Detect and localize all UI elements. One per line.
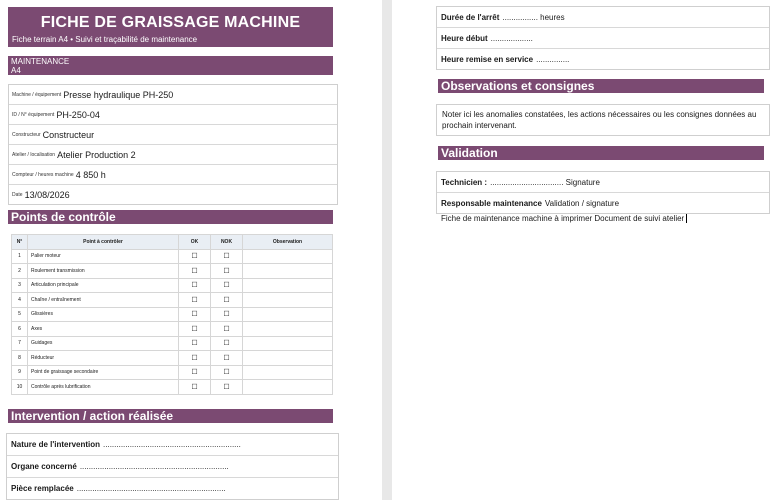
- info-row-id[interactable]: [9, 105, 337, 125]
- info-label: Constructeur: [12, 131, 41, 138]
- department-banner: [8, 56, 333, 75]
- intervention-fields: [6, 433, 339, 500]
- info-label: Machine / équipement: [12, 91, 62, 98]
- title-banner: [8, 7, 333, 47]
- row-number: 6: [12, 322, 28, 337]
- field-heure-debut[interactable]: [437, 28, 769, 49]
- section-intervention: Intervention / action réalisée: [8, 409, 333, 423]
- table-row: [12, 278, 333, 293]
- nok-checkbox[interactable]: ☐: [211, 365, 243, 380]
- format-label: A4: [11, 66, 21, 75]
- table-row: [12, 293, 333, 308]
- row-number: 2: [12, 264, 28, 279]
- field-label: Pièce remplacée: [11, 484, 74, 493]
- field-duree[interactable]: [437, 7, 769, 28]
- row-number: 8: [12, 351, 28, 366]
- table-row: [12, 307, 333, 322]
- col-header-observation: Observation: [243, 235, 333, 250]
- observations-text: Noter ici les anomalies constatées, les actions nécessaires ou les consignes données au prochain intervenant.: [442, 110, 757, 130]
- row-point: Roulement transmission: [28, 264, 179, 279]
- info-value: Atelier Production 2: [57, 149, 136, 160]
- field-value: ................................. Signature: [490, 177, 600, 187]
- col-header-nok: NOK: [211, 235, 243, 250]
- table-row: [12, 336, 333, 351]
- row-number: 9: [12, 365, 28, 380]
- field-label: Responsable maintenance: [441, 198, 542, 208]
- field-technicien[interactable]: [437, 172, 769, 193]
- footer-text: Fiche de maintenance machine à imprimer Document de suivi atelier: [441, 214, 685, 223]
- col-header-num: N°: [12, 235, 28, 250]
- table-header-row: [12, 235, 333, 250]
- field-label: Heure début: [441, 33, 488, 43]
- section-checkpoints: Points de contrôle: [8, 210, 333, 224]
- info-value: 13/08/2026: [24, 189, 70, 200]
- ok-checkbox[interactable]: ☐: [179, 307, 211, 322]
- field-value: ...................: [490, 33, 533, 43]
- field-piece[interactable]: [7, 478, 338, 499]
- row-point: Contrôle après lubrification: [28, 380, 179, 395]
- row-point: Articulation principale: [28, 278, 179, 293]
- row-point: Axes: [28, 322, 179, 337]
- page-left: [0, 0, 382, 500]
- section-validation: Validation: [438, 146, 764, 160]
- table-row: [12, 380, 333, 395]
- checkpoints-table: [11, 234, 333, 395]
- nok-checkbox[interactable]: ☐: [211, 249, 243, 264]
- row-point: Point de graissage secondaire: [28, 365, 179, 380]
- observation-cell[interactable]: [243, 380, 333, 395]
- info-value: 4 850 h: [75, 169, 106, 180]
- row-number: 1: [12, 249, 28, 264]
- table-row: [12, 264, 333, 279]
- observations-box[interactable]: [436, 104, 770, 136]
- info-label: Compteur / heures machine: [12, 171, 74, 178]
- field-label: Durée de l'arrêt: [441, 12, 500, 22]
- field-value: Validation / signature: [544, 198, 620, 208]
- observation-cell[interactable]: [243, 278, 333, 293]
- field-responsable[interactable]: [437, 193, 769, 213]
- row-point: Chaîne / entraînement: [28, 293, 179, 308]
- nok-checkbox[interactable]: ☐: [211, 380, 243, 395]
- info-row-date[interactable]: [9, 185, 337, 204]
- nok-checkbox[interactable]: ☐: [211, 264, 243, 279]
- observation-cell[interactable]: [243, 249, 333, 264]
- section-observations: Observations et consignes: [438, 79, 764, 93]
- nok-checkbox[interactable]: ☐: [211, 336, 243, 351]
- department-label: MAINTENANCE: [11, 57, 70, 66]
- row-number: 4: [12, 293, 28, 308]
- observation-cell[interactable]: [243, 365, 333, 380]
- nok-checkbox[interactable]: ☐: [211, 322, 243, 337]
- field-label: Technicien :: [441, 177, 488, 187]
- field-label: Heure remise en service: [441, 54, 534, 64]
- observation-cell[interactable]: [243, 264, 333, 279]
- field-nature[interactable]: [7, 434, 338, 456]
- ok-checkbox[interactable]: ☐: [179, 351, 211, 366]
- nok-checkbox[interactable]: ☐: [211, 293, 243, 308]
- row-number: 7: [12, 336, 28, 351]
- info-row-machine[interactable]: [9, 85, 337, 105]
- timing-fields: [436, 6, 770, 70]
- document-subtitle: Fiche terrain A4 • Suivi et traçabilité de maintenance: [12, 35, 198, 44]
- row-point: Réducteur: [28, 351, 179, 366]
- info-label: Atelier / localisation: [12, 151, 56, 158]
- nok-checkbox[interactable]: ☐: [211, 307, 243, 322]
- table-row: [12, 249, 333, 264]
- ok-checkbox[interactable]: ☐: [179, 293, 211, 308]
- row-point: Guidages: [28, 336, 179, 351]
- col-header-ok: OK: [179, 235, 211, 250]
- ok-checkbox[interactable]: ☐: [179, 322, 211, 337]
- observation-cell[interactable]: [243, 307, 333, 322]
- observation-cell[interactable]: [243, 336, 333, 351]
- footer-note: [441, 214, 687, 223]
- document-title: FICHE DE GRAISSAGE MACHINE: [40, 14, 301, 31]
- table-row: [12, 351, 333, 366]
- field-organe[interactable]: [7, 456, 338, 478]
- field-heure-remise[interactable]: [437, 49, 769, 69]
- table-row: [12, 365, 333, 380]
- field-label: Nature de l'intervention: [11, 440, 101, 449]
- nok-checkbox[interactable]: ☐: [211, 278, 243, 293]
- observation-cell[interactable]: [243, 322, 333, 337]
- info-row-manufacturer[interactable]: [9, 125, 337, 145]
- ok-checkbox[interactable]: ☐: [179, 249, 211, 264]
- info-label: ID / N° équipement: [12, 111, 55, 118]
- field-label: Organe concerné: [11, 462, 77, 471]
- ok-checkbox[interactable]: ☐: [179, 365, 211, 380]
- row-number: 3: [12, 278, 28, 293]
- row-number: 5: [12, 307, 28, 322]
- ok-checkbox[interactable]: ☐: [179, 278, 211, 293]
- equipment-info: [8, 84, 338, 205]
- info-row-hours[interactable]: [9, 165, 337, 185]
- field-value: ...................................................................: [76, 484, 226, 493]
- observation-cell[interactable]: [243, 293, 333, 308]
- field-value: ...............: [536, 54, 570, 64]
- ok-checkbox[interactable]: ☐: [179, 264, 211, 279]
- text-cursor: [686, 214, 687, 223]
- observation-cell[interactable]: [243, 351, 333, 366]
- table-row: [12, 322, 333, 337]
- validation-fields: [436, 171, 770, 214]
- field-value: ................ heures: [502, 12, 565, 22]
- info-value: PH-250-04: [56, 109, 100, 120]
- row-number: 10: [12, 380, 28, 395]
- ok-checkbox[interactable]: ☐: [179, 336, 211, 351]
- info-label: Date: [12, 191, 23, 198]
- nok-checkbox[interactable]: ☐: [211, 351, 243, 366]
- checkpoints-body: [12, 249, 333, 394]
- field-value: ...................................................................: [79, 462, 229, 471]
- row-point: Palier moteur: [28, 249, 179, 264]
- field-value: ..............................................................: [103, 440, 241, 449]
- ok-checkbox[interactable]: ☐: [179, 380, 211, 395]
- row-point: Glissières: [28, 307, 179, 322]
- page-right: [392, 0, 774, 500]
- info-row-location[interactable]: [9, 145, 337, 165]
- info-value: Constructeur: [42, 129, 95, 140]
- col-header-point: Point à contrôler: [28, 235, 179, 250]
- info-value: Presse hydraulique PH-250: [63, 89, 174, 100]
